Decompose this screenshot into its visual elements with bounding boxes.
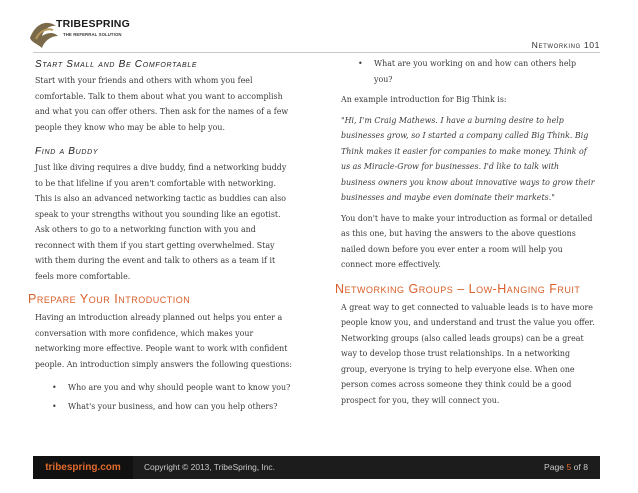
example-intro-quote: "Hi, I'm Craig Mathews. I have a burning desire to help businesses grow, so I started a company called Big Think. Big Think makes it easier for companies to make money. Think of us as Miracle-Grow for businesses. I'd like to talk with business owners you know about innovative ways to grow their businesses and maybe even dominate their markets." [341,115,595,202]
list-item: • Who are you and why should people want to know you? [52,383,291,392]
right-column [335,58,596,408]
section-body-prepare-intro: Having an introduction already planned out helps you enter a conversation with more confidence, which makes your networking more effective. People want to work with confident people. An introduction simply answers the following questions: [35,313,292,369]
intro-advice-paragraph: You don't have to make your introduction as formal or detailed as this one, but having the answers to the above questions nailed down before you ever enter a room will help you connect more effectively. [341,213,593,269]
intro-questions-list-continued [341,56,596,87]
header-divider [33,52,600,53]
example-intro-label: An example introduction for Big Think is: [341,95,507,104]
list-item: • What are you working on and how can others help you? [358,59,577,84]
list-item: • What's your business, and how can you help others? [52,401,278,411]
footer-copyright: Copyright © 2013, TribeSpring, Inc. [144,462,275,472]
intro-questions-list [35,380,293,414]
logo-wordmark: TRIBESPRING [56,18,130,30]
section-body-networking-groups: A great way to get connected to valuable leads is to have more people know you, and understand and trust the value you offer. Networking groups (also called leads groups) can be a great way to develop those trust relationships. In a networking group, everyone is trying to help everyone else. When one person comes across someone they think could be a good prospect for you, they will connect you. [341,302,595,405]
footer-website-link[interactable]: tribespring.com [33,456,133,479]
section-body-find-buddy: Just like diving requires a dive buddy, find a networking buddy to be that lifeline if you aren't comfortable with networking. This is also an advanced networking tactic as buddies can also speak to your strengths without you sounding like an egotist. Ask others to go to a networking function with you and reconnect with them if you start getting overwhelmed. Stay with them during the event and talk to others as a team if it feels more comfortable. [35,163,287,281]
page-footer [33,456,600,479]
header-title: Networking 101 [531,40,600,50]
logo-tagline: THE REFERRAL SOLUTION [63,32,122,37]
section-heading-start-small: Start Small and Be Comfortable [35,59,198,70]
page-number: Page 5 of 8 [544,462,588,472]
section-heading-find-buddy: Find a Buddy [35,146,99,157]
current-page-number: 5 [566,462,572,472]
section-heading-networking-groups: Networking Groups – Low-Hanging Fruit [335,281,581,296]
section-body-start-small: Start with your friends and others with whom you feel comfortable. Talk to them about what you want to accomplish and what you can offer others. Then ask for the names of a few people they know who may be able to help you. [35,76,289,132]
section-heading-prepare-intro: Prepare Your Introduction [28,292,191,306]
left-column [28,58,293,414]
